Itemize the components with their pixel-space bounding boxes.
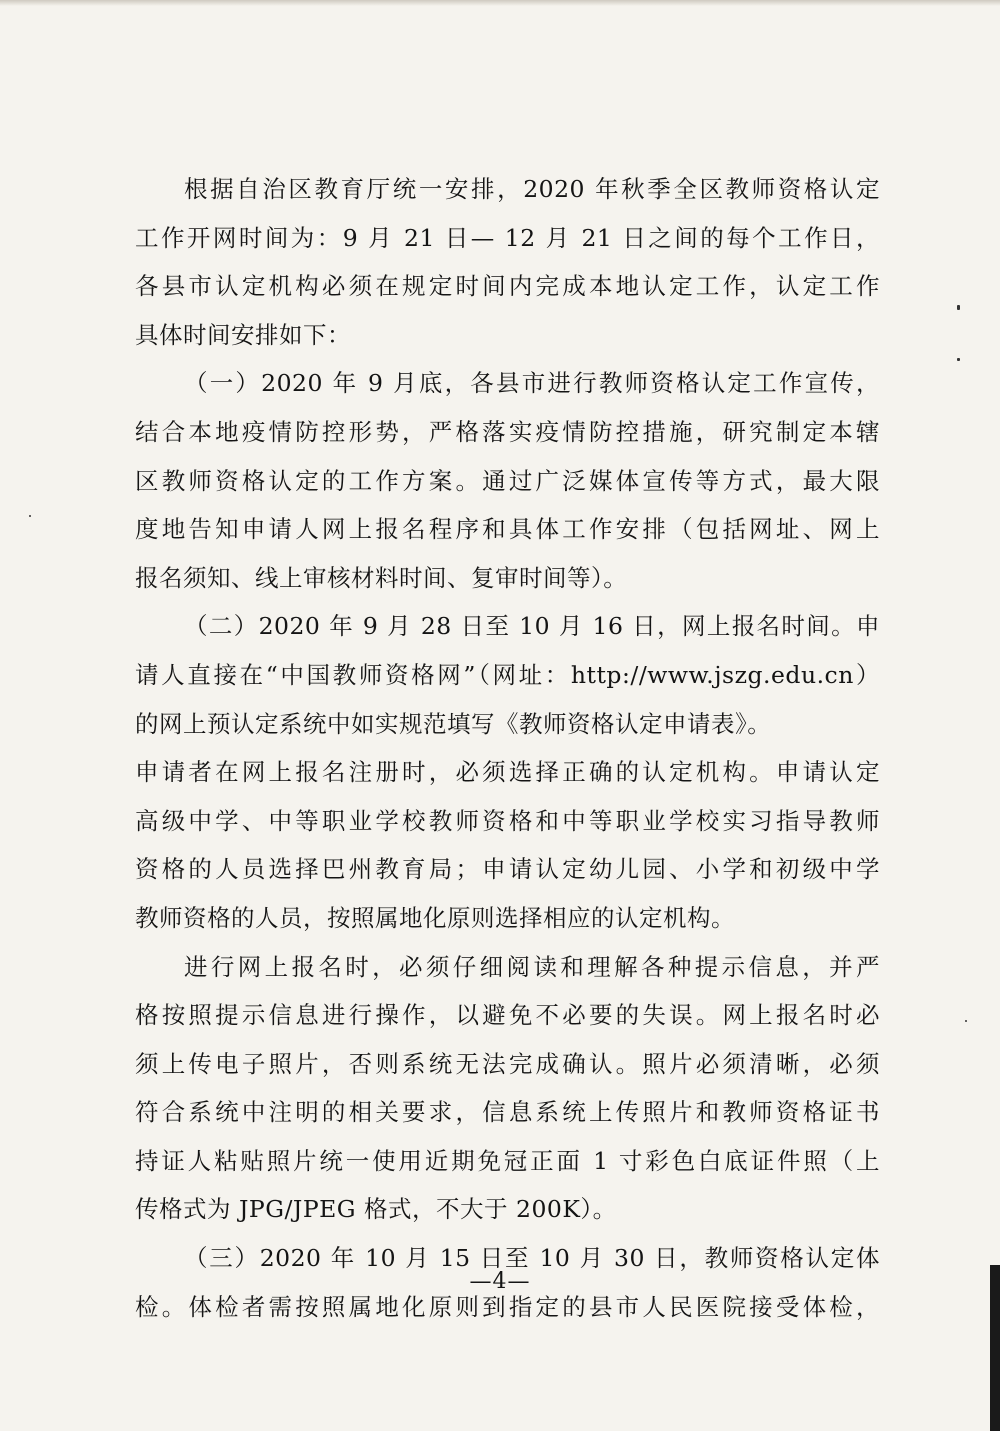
body-text bbox=[135, 165, 880, 1331]
text-line: 资格的人员选择巴州教育局；申请认定幼儿园、小学和初级中学 bbox=[135, 855, 880, 884]
scan-speck bbox=[957, 305, 960, 310]
text-line: 结合本地疫情防控形势，严格落实疫情防控措施，研究制定本辖 bbox=[135, 417, 880, 446]
text-line: 须上传电子照片，否则系统无法完成确认。照片必须清晰，必须 bbox=[135, 1049, 880, 1078]
text-line: 的网上预认定系统中如实规范填写《教师资格认定申请表》。 bbox=[135, 709, 772, 738]
page-number: —4— bbox=[469, 1269, 531, 1294]
text-line: 申请者在网上报名注册时，必须选择正确的认定机构。申请认定 bbox=[135, 758, 880, 787]
text-line: 高级中学、中等职业学校教师资格和中等职业学校实习指导教师 bbox=[135, 806, 880, 835]
text-line: 请人直接在“中国教师资格网”（网址：http://www.jszg.edu.cn） bbox=[135, 660, 880, 689]
text-line: 各县市认定机构必须在规定时间内完成本地认定工作，认定工作 bbox=[135, 272, 880, 301]
text-line: 符合系统中注明的相关要求，信息系统上传照片和教师资格证书 bbox=[135, 1098, 880, 1127]
scan-speck bbox=[965, 1020, 967, 1022]
text-line: （三）2020 年 10 月 15 日至 10 月 30 日，教师资格认定体 bbox=[184, 1244, 880, 1273]
scan-top-edge bbox=[0, 0, 1000, 6]
text-line: 工作开网时间为：9 月 21 日— 12 月 21 日之间的每个工作日， bbox=[135, 223, 880, 252]
text-line: 区教师资格认定的工作方案。通过广泛媒体宣传等方式，最大限 bbox=[135, 466, 880, 495]
scan-speck bbox=[29, 515, 31, 517]
text-line: 格按照提示信息进行操作，以避免不必要的失误。网上报名时必 bbox=[135, 1001, 880, 1030]
text-line: （二）2020 年 9 月 28 日至 10 月 16 日，网上报名时间。申 bbox=[184, 612, 880, 641]
text-line: 报名须知、线上审核材料时间、复审时间等）。 bbox=[135, 563, 628, 592]
text-line: 进行网上报名时，必须仔细阅读和理解各种提示信息，并严 bbox=[184, 952, 880, 981]
text-line: 具体时间安排如下： bbox=[135, 320, 351, 349]
text-line: 传格式为 JPG/JPEG 格式，不大于 200K）。 bbox=[135, 1195, 617, 1224]
text-line: 检。体检者需按照属地化原则到指定的县市人民医院接受体检， bbox=[135, 1292, 880, 1321]
text-line: 根据自治区教育厅统一安排，2020 年秋季全区教师资格认定 bbox=[184, 175, 880, 203]
text-line: 持证人粘贴照片统一使用近期免冠正面 1 寸彩色白底证件照（上 bbox=[135, 1146, 880, 1175]
text-line: （一）2020 年 9 月底，各县市进行教师资格认定工作宣传， bbox=[184, 369, 880, 398]
scan-speck bbox=[957, 358, 960, 361]
text-line: 教师资格的人员，按照属地化原则选择相应的认定机构。 bbox=[135, 903, 735, 932]
text-line: 度地告知申请人网上报名程序和具体工作安排（包括网址、网上 bbox=[135, 515, 880, 544]
